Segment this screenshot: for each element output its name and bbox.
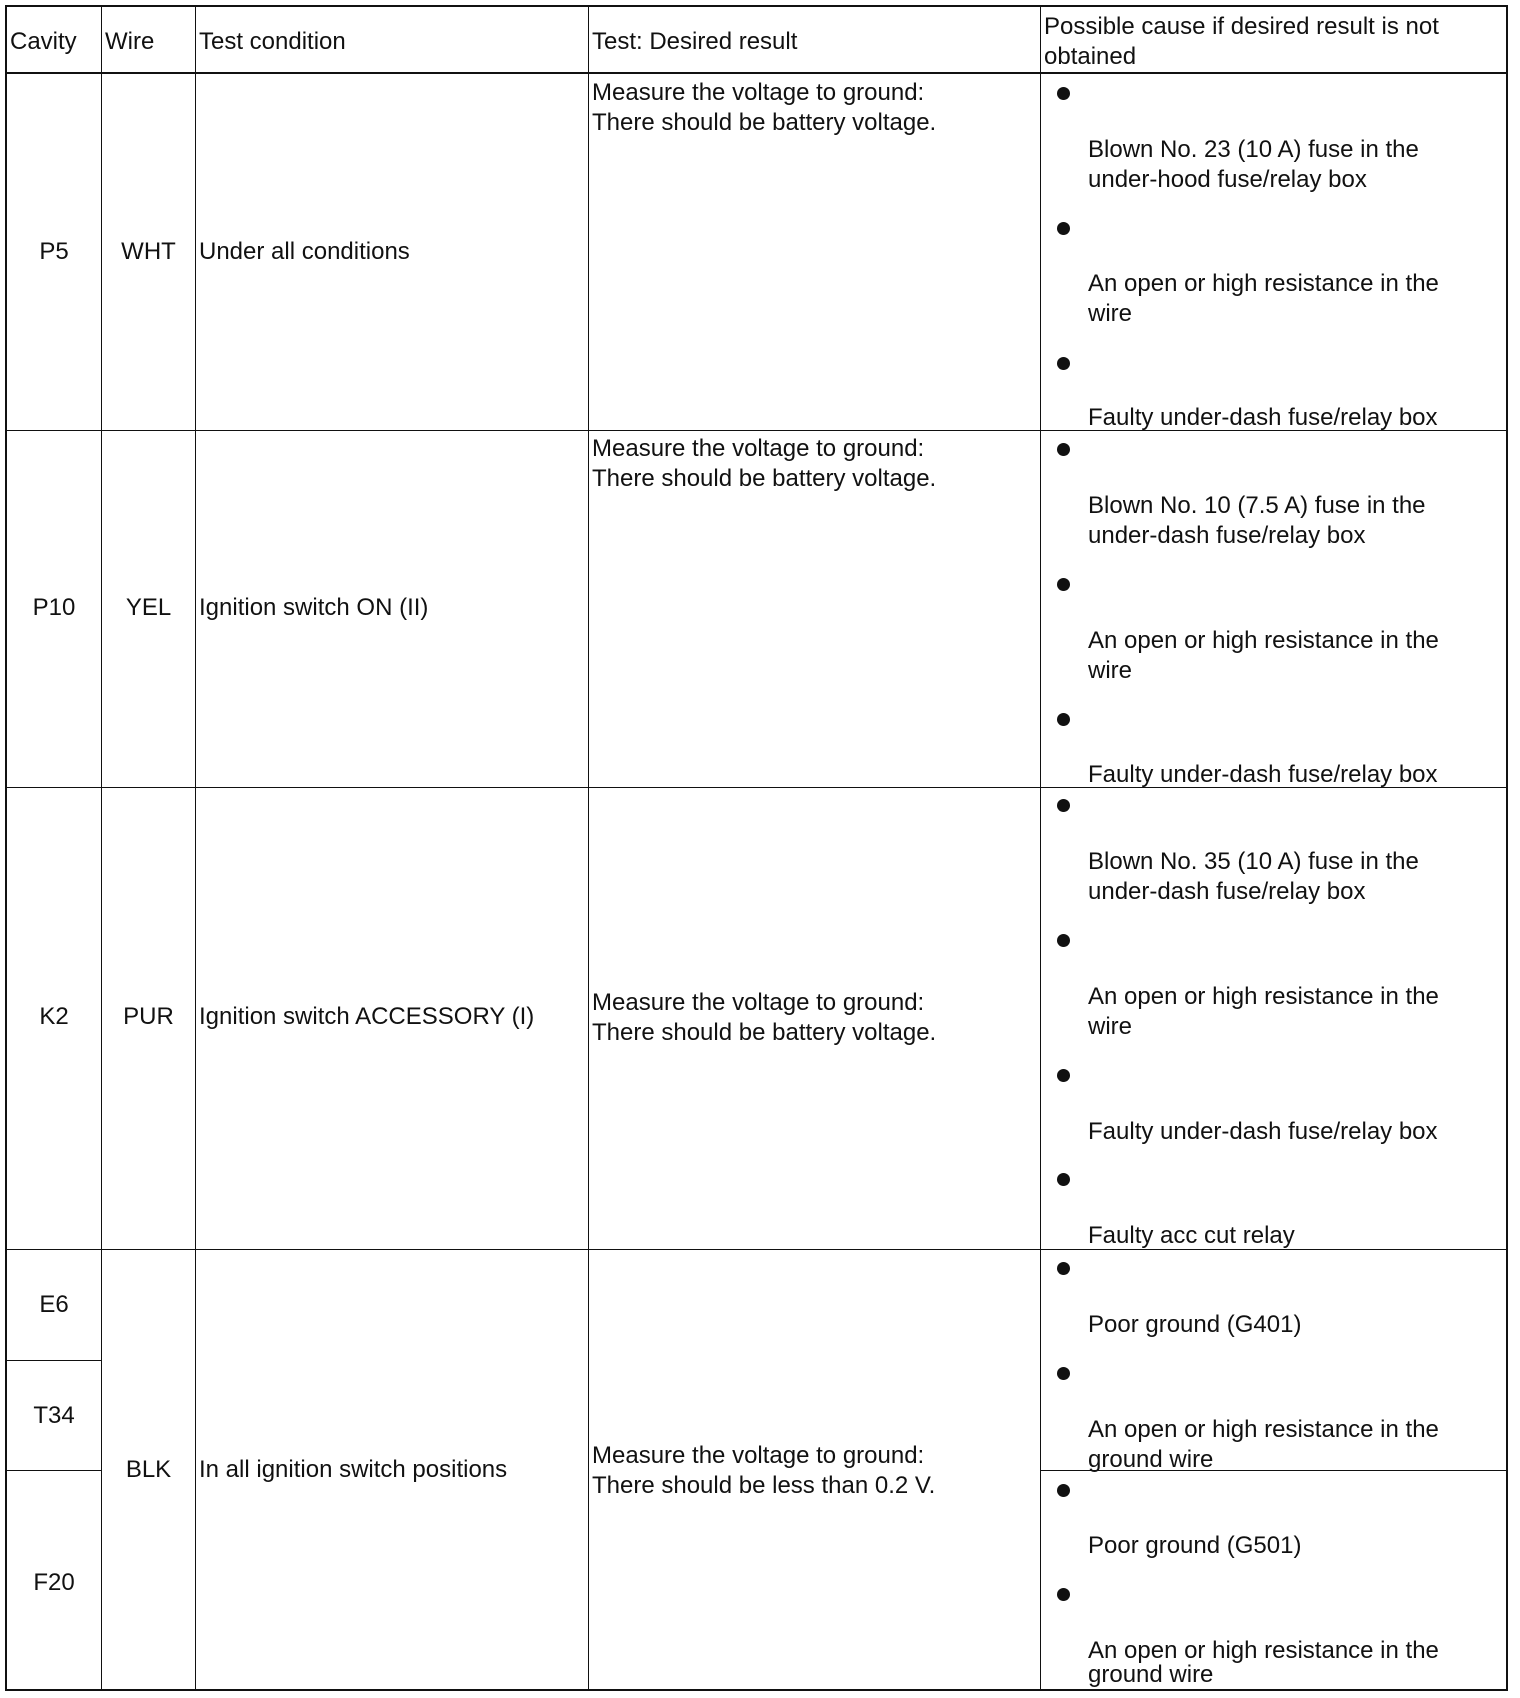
test-condition-cell: In all ignition switch positions: [199, 1456, 508, 1483]
cause-item: Blown No. 35 (10 A) fuse in the: [1088, 848, 1419, 875]
cause-item: Poor ground (G501): [1088, 1532, 1302, 1559]
cause-item: Blown No. 10 (7.5 A) fuse in the: [1088, 492, 1426, 519]
test-condition-cell: Under all conditions: [199, 238, 410, 265]
header-possible-cause: Possible cause if desired result is not: [1044, 13, 1439, 40]
desired-result-cell: Measure the voltage to ground:: [592, 989, 925, 1016]
cavity-rule-t34: [7, 1470, 101, 1471]
desired-result-cell: Measure the voltage to ground:: [592, 1442, 925, 1469]
cause-item: wire: [1088, 300, 1133, 327]
header-rule: [7, 72, 1506, 74]
cause-item: Blown No. 23 (10 A) fuse in the: [1088, 136, 1419, 163]
cause-item: wire: [1088, 657, 1133, 684]
cavity-cell: T34: [33, 1402, 75, 1429]
bullet-icon: [1057, 87, 1070, 100]
cause-item: under-hood fuse/relay box: [1088, 166, 1367, 193]
cavity-cell: P10: [32, 594, 76, 621]
bullet-icon: [1057, 713, 1070, 726]
cause-item: An open or high resistance in the: [1088, 1416, 1439, 1443]
col-rule-4: [1040, 7, 1041, 1689]
bullet-icon: [1057, 934, 1070, 947]
desired-result-cell: There should be battery voltage.: [592, 1019, 937, 1046]
bullet-icon: [1057, 222, 1070, 235]
cause-item: Faulty under-dash fuse/relay box: [1088, 404, 1438, 431]
cause-item: Faulty under-dash fuse/relay box: [1088, 1118, 1438, 1145]
test-condition-cell: Ignition switch ON (II): [199, 594, 429, 621]
cause-item: wire: [1088, 1013, 1133, 1040]
bullet-icon: [1057, 1069, 1070, 1082]
cavity-cell: E6: [39, 1291, 69, 1318]
bullet-icon: [1057, 578, 1070, 591]
cause-item: Poor ground (G401): [1088, 1311, 1302, 1338]
cause-item: Faulty under-dash fuse/relay box: [1088, 761, 1438, 788]
bullet-icon: [1057, 1262, 1070, 1275]
cavity-cell: P5: [39, 238, 69, 265]
cause-item: under-dash fuse/relay box: [1088, 522, 1366, 549]
bullet-icon: [1057, 799, 1070, 812]
bullet-icon: [1057, 1484, 1070, 1497]
cause-item: ground wire: [1088, 1446, 1214, 1473]
header-test-condition: Test condition: [199, 28, 346, 55]
desired-result-cell: There should be battery voltage.: [592, 465, 937, 492]
col-rule-2: [195, 7, 196, 1689]
bullet-icon: [1057, 1173, 1070, 1186]
header-wire: Wire: [105, 28, 155, 55]
header-possible-cause-cont: obtained: [1044, 43, 1137, 70]
wire-cell: WHT: [121, 238, 176, 265]
cavity-rule-e6: [7, 1360, 101, 1361]
cause-item: An open or high resistance in the: [1088, 627, 1439, 654]
wire-cell: YEL: [125, 594, 172, 621]
desired-result-cell: There should be less than 0.2 V.: [592, 1472, 936, 1499]
cause-item: ground wire: [1088, 1661, 1214, 1688]
wire-cell: BLK: [125, 1456, 172, 1483]
header-desired-result: Test: Desired result: [592, 28, 798, 55]
bullet-icon: [1057, 1367, 1070, 1380]
cause-item: An open or high resistance in the: [1088, 270, 1439, 297]
desired-result-cell: Measure the voltage to ground:: [592, 79, 925, 106]
col-rule-3: [588, 7, 589, 1689]
test-condition-cell: Ignition switch ACCESSORY (I): [199, 1003, 535, 1030]
wire-cell: PUR: [123, 1003, 174, 1030]
bullet-icon: [1057, 357, 1070, 370]
cause-item: Faulty acc cut relay: [1088, 1222, 1295, 1249]
diagnostic-table: [5, 5, 1508, 1691]
desired-result-cell: There should be battery voltage.: [592, 109, 937, 136]
header-cavity: Cavity: [10, 28, 77, 55]
desired-result-cell: Measure the voltage to ground:: [592, 435, 925, 462]
cavity-cell: F20: [33, 1569, 75, 1596]
bullet-icon: [1057, 1588, 1070, 1601]
cavity-cell: K2: [39, 1003, 69, 1030]
bullet-icon: [1057, 443, 1070, 456]
cause-item: An open or high resistance in the: [1088, 1637, 1439, 1664]
cause-item: An open or high resistance in the: [1088, 983, 1439, 1010]
cause-item: under-dash fuse/relay box: [1088, 878, 1366, 905]
